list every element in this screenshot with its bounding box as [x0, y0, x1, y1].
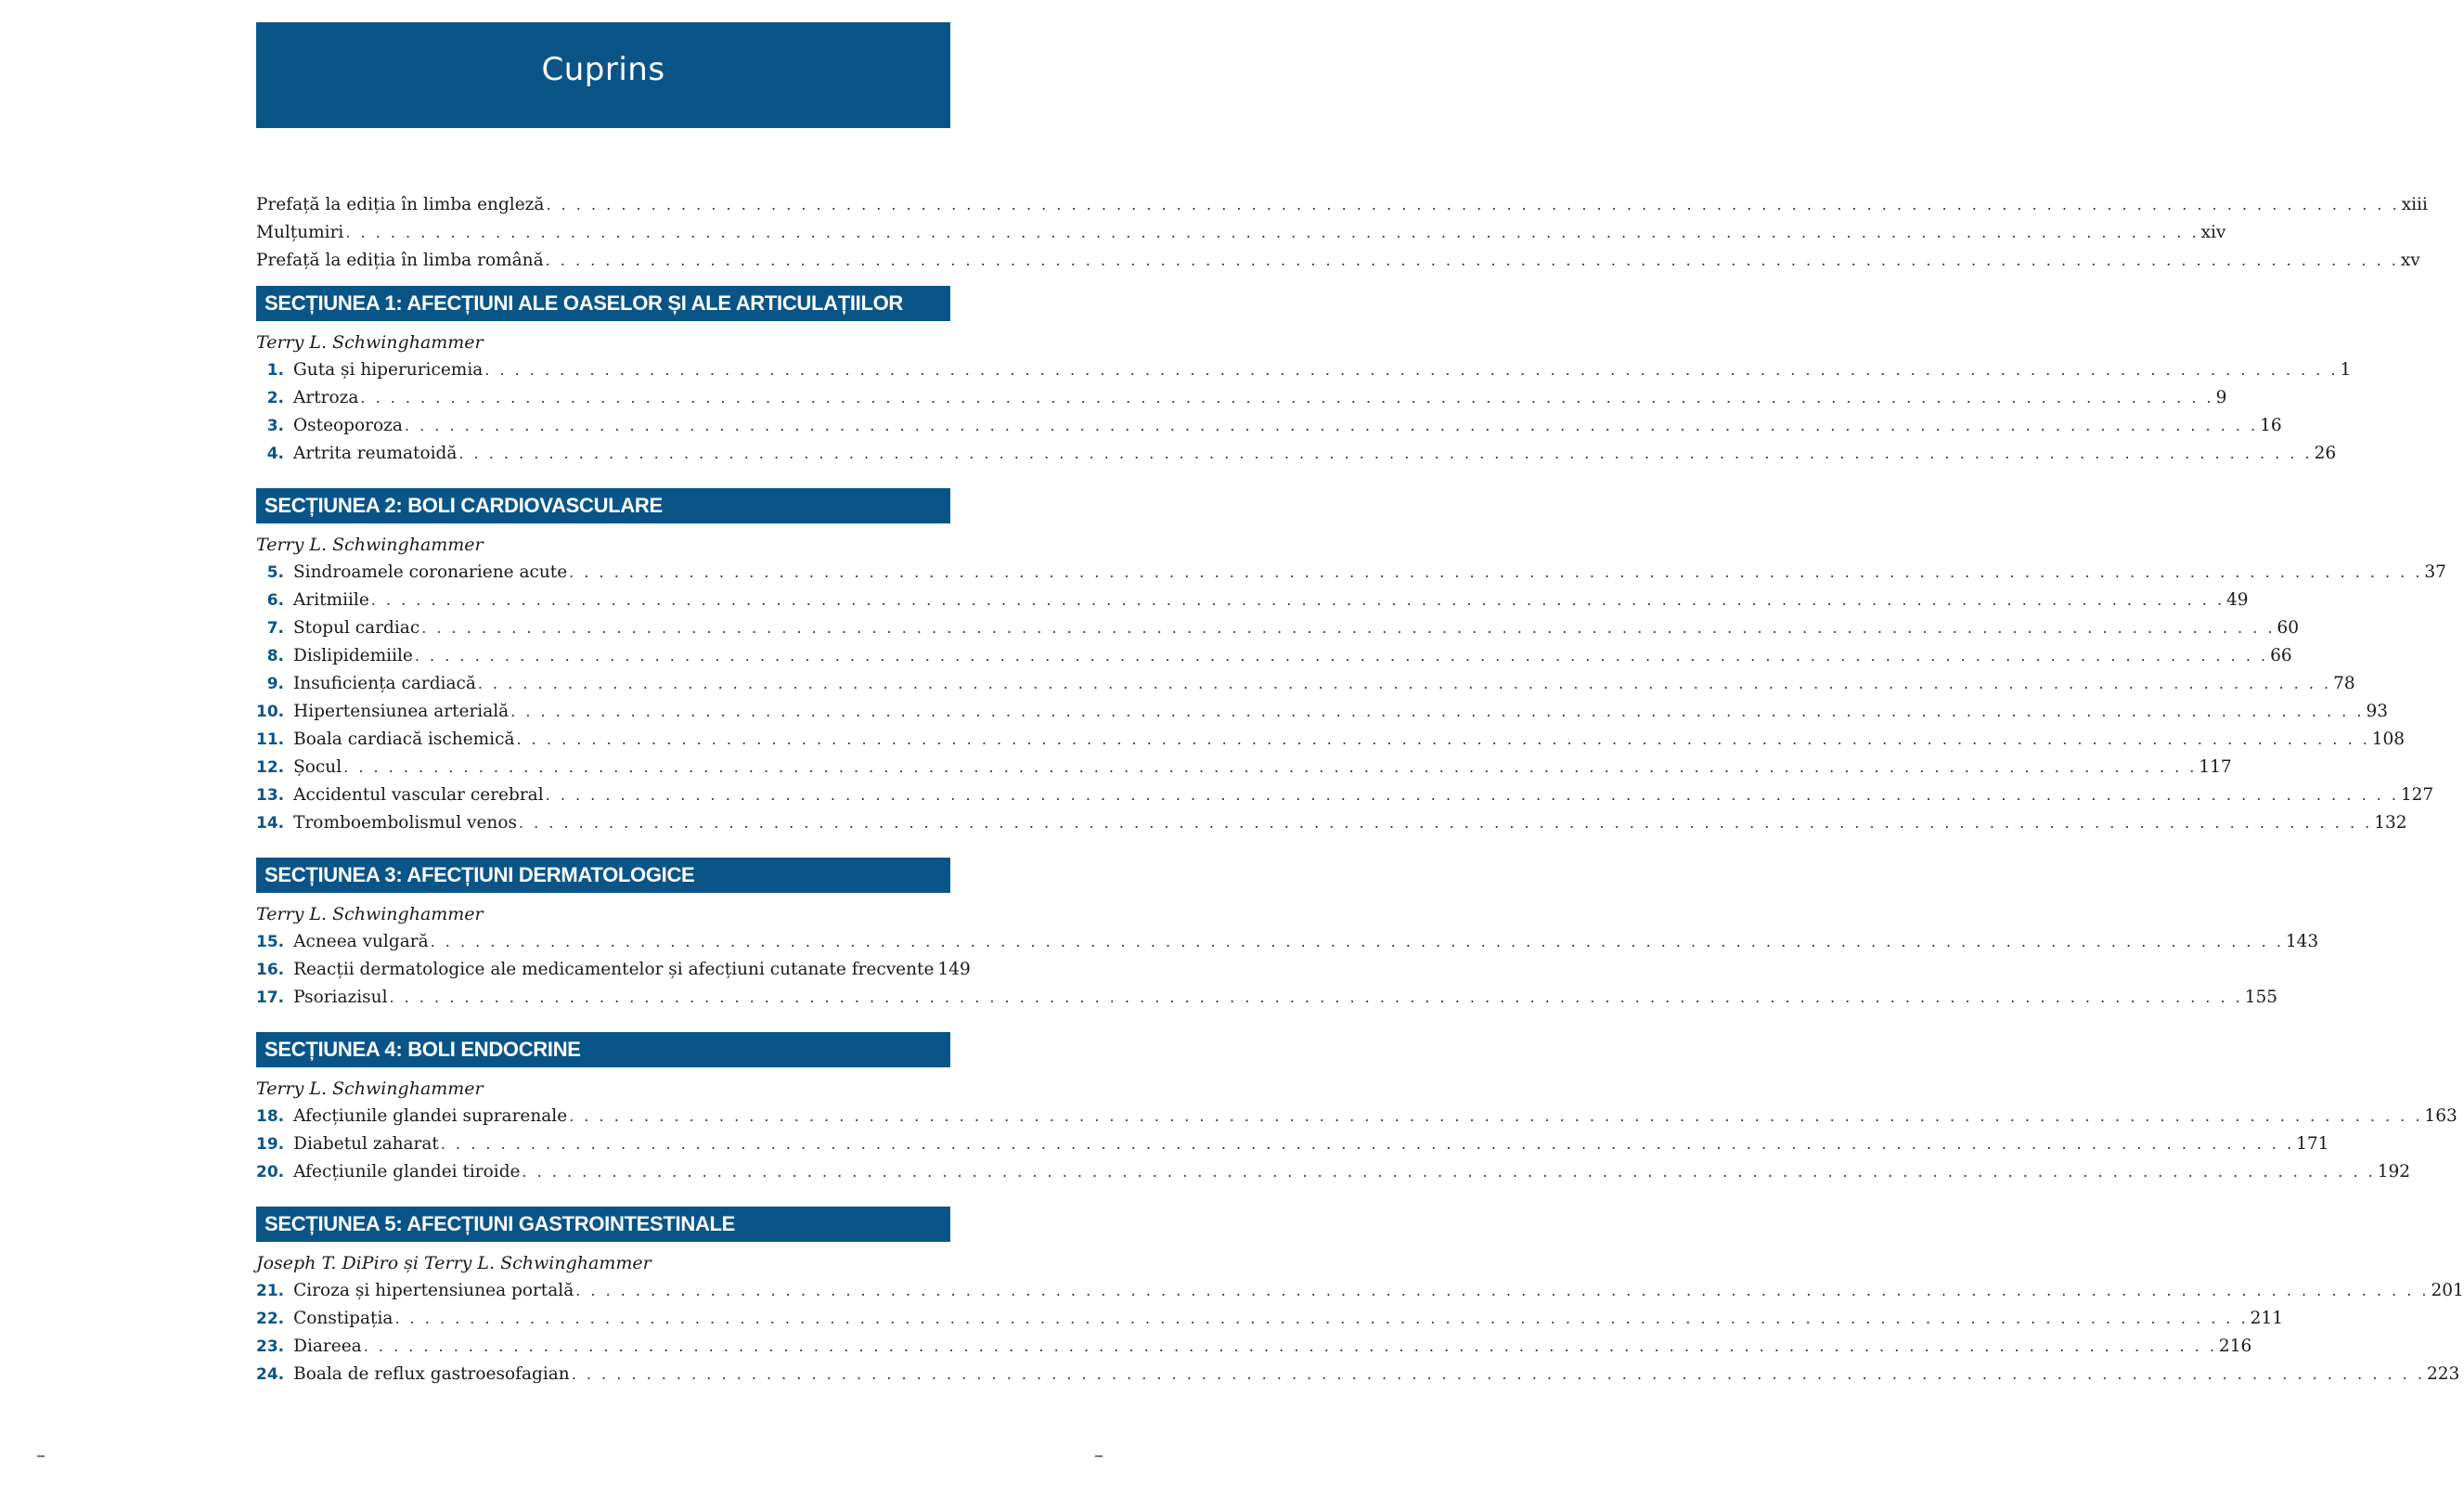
chapter-number: 22. [256, 1310, 285, 1328]
page-number: 163 [2424, 1106, 2458, 1126]
entry-label: Psoriazisul [293, 988, 388, 1007]
chapter-entry[interactable] [256, 587, 2249, 614]
entry-label: Artrita reumatoidă [293, 444, 458, 463]
dot-leader [405, 412, 2258, 440]
entry-label: Șocul [293, 757, 342, 777]
chapter-number: 18. [256, 1107, 285, 1126]
page-number: xiii [2401, 195, 2428, 214]
section-header[interactable]: SECȚIUNEA 3: AFECȚIUNI DERMATOLOGICE [256, 858, 950, 893]
dot-leader [517, 726, 2370, 754]
entry-label: Tromboembolismul venos [293, 813, 517, 833]
dot-leader [546, 247, 2399, 275]
page-number: 108 [2371, 730, 2406, 749]
dot-leader [371, 587, 2225, 614]
chapter-entry[interactable] [256, 614, 2299, 642]
entry-label: Constipația [293, 1309, 393, 1328]
page-number: 143 [2285, 932, 2319, 951]
section-author: Terry L. Schwinghammer [256, 332, 484, 353]
entry-label: Stopul cardiac [293, 618, 420, 638]
chapter-entry[interactable] [256, 356, 2352, 384]
dot-leader [546, 781, 2399, 809]
chapter-number: 20. [256, 1163, 285, 1182]
chapter-entry[interactable] [256, 698, 2388, 726]
page-number: 223 [2426, 1364, 2460, 1384]
section-header[interactable]: SECȚIUNEA 1: AFECȚIUNI ALE OASELOR ȘI ALE ARTICULAȚIILOR [256, 286, 950, 321]
dot-leader [431, 928, 2284, 956]
chapter-number: 12. [256, 758, 285, 777]
chapter-entry[interactable] [256, 1305, 2283, 1333]
page-number: 1 [2340, 360, 2352, 380]
chapter-number: 19. [256, 1135, 285, 1154]
entry-label: Osteoporoza [293, 416, 403, 435]
sections-container [256, 286, 2464, 1388]
dot-leader [484, 356, 2338, 384]
dot-leader [478, 670, 2331, 698]
chapter-number: 14. [256, 814, 285, 833]
chapter-number: 4. [266, 445, 284, 463]
dot-leader [345, 219, 2199, 247]
chapter-entry[interactable] [256, 412, 2282, 440]
entry-label: Prefață la ediția în limba română [256, 251, 544, 270]
chapter-entry[interactable] [256, 1277, 2464, 1305]
chapter-entry[interactable] [256, 1130, 2329, 1158]
page-number: 49 [2226, 590, 2249, 610]
chapter-entry[interactable] [256, 1361, 2460, 1388]
chapter-number: 16. [256, 961, 285, 979]
page-number: 171 [2296, 1134, 2329, 1154]
toc-section [256, 488, 2446, 837]
entry-label: Boala de reflux gastroesofagian [293, 1364, 570, 1384]
dot-leader [519, 809, 2372, 837]
dot-leader [575, 1277, 2429, 1305]
entry-label: Afecțiunile glandei suprarenale [293, 1106, 568, 1126]
chapter-number: 7. [266, 619, 284, 638]
chapter-entry[interactable] [256, 1333, 2252, 1361]
entry-label: Accidentul vascular cerebral [293, 785, 544, 805]
page-number: 201 [2431, 1281, 2464, 1300]
chapter-number: 11. [256, 730, 285, 749]
entry-label: Acneea vulgară [293, 932, 429, 951]
chapter-number: 13. [256, 786, 285, 805]
entry-label: Prefață la ediția în limba engleză [256, 195, 545, 214]
dot-leader [394, 1305, 2248, 1333]
page-number: 155 [2244, 988, 2278, 1007]
entry-label: Aritmiile [293, 590, 369, 610]
chapter-entry[interactable] [256, 809, 2407, 837]
front-matter-item[interactable] [256, 247, 2420, 275]
front-matter-item[interactable] [256, 191, 2428, 219]
page-number: 37 [2424, 562, 2446, 582]
chapter-number: 10. [256, 703, 285, 721]
front-matter-item[interactable] [256, 219, 2226, 247]
page-number: 60 [2277, 618, 2299, 638]
toc-section [256, 1032, 2458, 1186]
chapter-entry[interactable] [256, 984, 2278, 1012]
toc-section [256, 1207, 2464, 1388]
page-number: xiv [2200, 223, 2226, 242]
front-matter-list [256, 191, 2428, 275]
page-number: 93 [2366, 702, 2388, 721]
page-number: 132 [2374, 813, 2407, 833]
entry-label: Diabetul zaharat [293, 1134, 439, 1154]
page-number: 127 [2400, 785, 2434, 805]
entry-label: Insuficiența cardiacă [293, 674, 476, 693]
chapter-number: 21. [256, 1282, 285, 1300]
chapter-entry[interactable] [256, 1158, 2411, 1186]
entry-label: Afecțiunile glandei tiroide [293, 1162, 521, 1182]
chapter-number: 17. [256, 988, 285, 1007]
page-number: 211 [2250, 1309, 2283, 1328]
chapter-entry[interactable] [256, 1103, 2458, 1130]
chapter-entry[interactable] [256, 781, 2434, 809]
entry-label: Mulțumiri [256, 223, 344, 242]
section-header[interactable]: SECȚIUNEA 5: AFECȚIUNI GASTROINTESTINALE [256, 1207, 950, 1242]
footer-mark-left [37, 1455, 45, 1457]
chapter-entry[interactable] [256, 440, 2337, 468]
dot-leader [546, 191, 2399, 219]
chapter-entry[interactable] [256, 956, 971, 984]
page-number: 9 [2215, 388, 2227, 407]
section-author: Terry L. Schwinghammer [256, 1078, 484, 1099]
chapter-number: 6. [266, 591, 284, 610]
entry-label: Guta și hiperuricemia [293, 360, 484, 380]
toc-section [256, 286, 2352, 468]
title-banner [256, 22, 950, 128]
toc-section [256, 858, 2319, 1012]
chapter-entry[interactable] [256, 928, 2319, 956]
dot-leader [390, 984, 2243, 1012]
chapter-number: 24. [256, 1365, 285, 1384]
footer-mark-right [1095, 1455, 1103, 1457]
page-number: 66 [2270, 646, 2292, 665]
dot-leader [572, 1361, 2425, 1388]
section-header[interactable]: SECȚIUNEA 4: BOLI ENDOCRINE [256, 1032, 950, 1067]
entry-label: Artroza [293, 388, 359, 407]
chapter-number: 23. [256, 1337, 285, 1356]
entry-label: Reacții dermatologice ale medicamentelor și afecțiuni cutanate frecvente [293, 960, 935, 979]
page-number: xv [2400, 251, 2420, 270]
dot-leader [510, 698, 2364, 726]
dot-leader [569, 559, 2422, 587]
page-number: 216 [2218, 1336, 2252, 1356]
chapter-entry[interactable] [256, 754, 2232, 781]
page-number: 26 [2314, 444, 2337, 463]
dot-leader [569, 1103, 2422, 1130]
chapter-number: 3. [266, 417, 284, 435]
chapter-entry[interactable] [256, 670, 2355, 698]
section-author: Terry L. Schwinghammer [256, 904, 484, 924]
dot-leader [522, 1158, 2376, 1186]
dot-leader [343, 754, 2197, 781]
chapter-number: 15. [256, 933, 285, 951]
section-author: Joseph T. DiPiro și Terry L. Schwinghammer [256, 1253, 651, 1273]
chapter-entry[interactable] [256, 384, 2227, 412]
page-number: 78 [2333, 674, 2355, 693]
page-number: 192 [2377, 1162, 2411, 1182]
dot-leader [360, 384, 2213, 412]
section-author: Terry L. Schwinghammer [256, 535, 484, 555]
dot-leader [441, 1130, 2294, 1158]
chapter-entry[interactable] [256, 726, 2406, 754]
section-header[interactable]: SECȚIUNEA 2: BOLI CARDIOVASCULARE [256, 488, 950, 523]
entry-label: Ciroza și hipertensiunea portală [293, 1281, 574, 1300]
dot-leader [421, 614, 2275, 642]
entry-label: Sindroamele coronariene acute [293, 562, 568, 582]
page-number: 117 [2199, 757, 2232, 777]
dot-leader [364, 1333, 2217, 1361]
dot-leader [458, 440, 2312, 468]
chapter-number: 2. [266, 389, 284, 407]
page-number: 149 [937, 960, 971, 979]
chapter-number: 5. [266, 563, 284, 582]
chapter-number: 9. [266, 675, 284, 693]
page-title: Cuprins [541, 51, 665, 88]
entry-label: Boala cardiacă ischemică [293, 730, 515, 749]
entry-label: Diareea [293, 1336, 362, 1356]
chapter-number: 1. [266, 361, 284, 380]
entry-label: Hipertensiunea arterială [293, 702, 510, 721]
entry-label: Dislipidemiile [293, 646, 413, 665]
chapter-entry[interactable] [256, 559, 2446, 587]
chapter-number: 8. [266, 647, 284, 665]
dot-leader [415, 642, 2268, 670]
page-number: 16 [2260, 416, 2282, 435]
toc-page [256, 22, 2464, 1388]
chapter-entry[interactable] [256, 642, 2292, 670]
